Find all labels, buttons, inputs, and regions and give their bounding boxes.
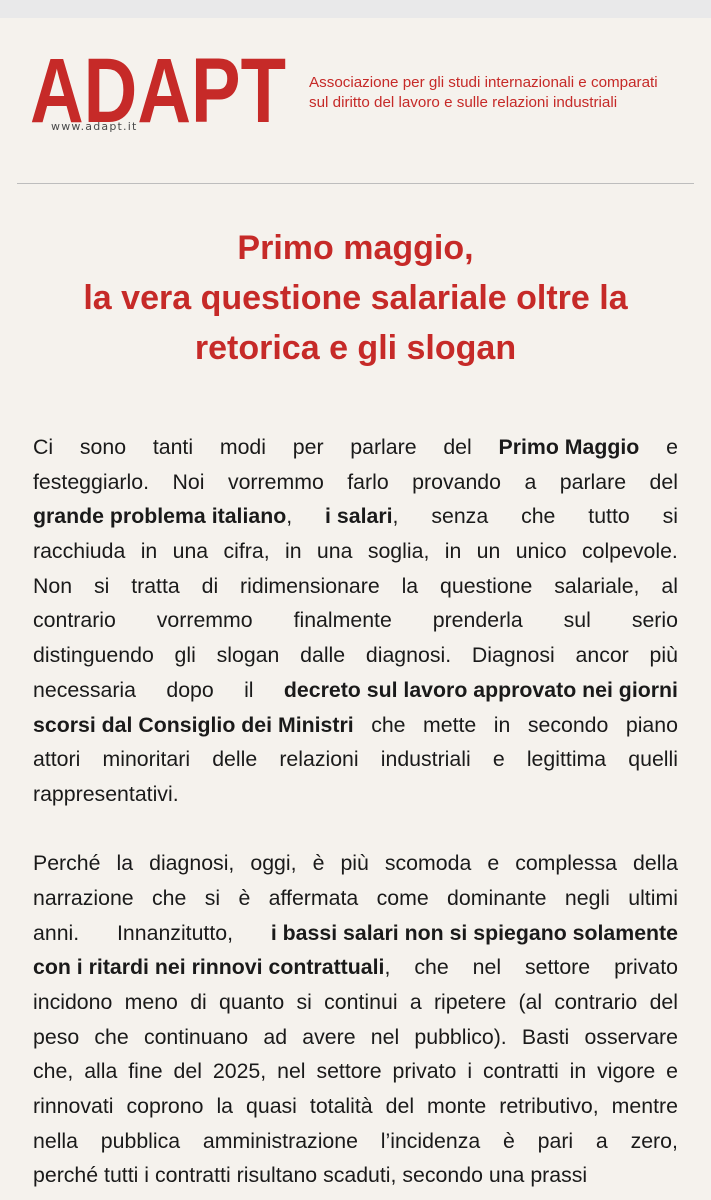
word: nel — [472, 955, 502, 980]
word: in — [140, 539, 158, 564]
word: settore — [316, 1059, 382, 1084]
bold-text: i salari — [325, 504, 393, 529]
word: vorremmo — [156, 608, 253, 633]
word: mette — [423, 712, 477, 737]
text-line — [33, 708, 678, 743]
word: nel — [277, 1059, 306, 1084]
word: delle — [212, 747, 258, 772]
text-line — [33, 673, 678, 708]
bold-text: con i ritardi nei rinnovi contrattuali — [33, 955, 385, 980]
word: legittima — [526, 747, 607, 772]
word: monte — [427, 1094, 487, 1119]
word: del — [649, 469, 678, 494]
word: secondo — [527, 712, 609, 737]
word: e — [666, 435, 678, 459]
word: farlo — [347, 469, 389, 494]
word: più — [649, 643, 678, 668]
word: i salari, — [325, 504, 399, 529]
word: la — [216, 1094, 234, 1119]
word: Perché — [33, 851, 101, 876]
text-line — [33, 1089, 678, 1124]
word: del — [649, 990, 678, 1014]
word: Diagnosi — [471, 643, 555, 668]
word: mentre — [611, 1094, 678, 1119]
word: i — [467, 1059, 473, 1084]
title-line: retorica e gli slogan — [194, 329, 517, 367]
word — [284, 673, 678, 708]
word: e — [487, 851, 500, 876]
word: oggi, — [250, 851, 297, 876]
word: continui — [324, 990, 398, 1014]
word — [33, 708, 354, 743]
word: un — [476, 539, 501, 564]
text-line — [33, 1054, 678, 1089]
word: che — [371, 712, 406, 737]
word: è — [312, 851, 325, 876]
word: in — [493, 712, 511, 737]
word: che — [94, 1024, 129, 1049]
text-line — [33, 1020, 678, 1055]
word: attori — [33, 747, 81, 772]
word: totalità — [309, 1094, 373, 1119]
logo-wordmark: ADAPT — [30, 52, 286, 134]
word: e — [492, 747, 505, 772]
word: parlare — [350, 435, 417, 459]
word: prenderla — [432, 608, 523, 633]
word: vorremmo — [227, 469, 324, 494]
word: il — [244, 677, 254, 702]
word: distinguendo — [33, 643, 154, 668]
word: colpevole. — [581, 539, 678, 564]
word: contratti — [154, 1163, 231, 1188]
word: secondo — [402, 1163, 483, 1188]
word: dalle — [300, 643, 346, 668]
word: la — [116, 851, 134, 876]
word: una — [172, 539, 209, 564]
word: Innanzitutto, — [117, 920, 234, 945]
word: finalmente — [293, 608, 392, 633]
word: dominante — [447, 885, 547, 910]
word: Ci — [33, 435, 54, 459]
word: scomoda — [384, 851, 472, 876]
header-tagline — [309, 73, 699, 113]
article-body — [33, 430, 678, 1200]
text-line — [33, 777, 678, 812]
text-line — [33, 534, 678, 569]
word: privato — [392, 1059, 457, 1084]
word: del — [385, 1094, 415, 1119]
text-line — [33, 950, 678, 985]
word: di — [190, 990, 207, 1014]
word: contratti — [482, 1059, 559, 1084]
word: ad — [263, 1024, 288, 1049]
word: diagnosi. — [365, 643, 452, 668]
word: si — [93, 573, 110, 598]
word: a — [595, 1128, 608, 1153]
word: Basti — [521, 1024, 570, 1049]
word: con i ritardi nei rinnovi contrattuali, — [33, 955, 391, 980]
word: come — [376, 885, 429, 910]
word: provando — [412, 469, 501, 494]
word: ripetere — [433, 990, 507, 1014]
text-line — [33, 742, 678, 777]
word: unico — [515, 539, 567, 564]
word: quelli — [628, 747, 678, 772]
word: prassi — [530, 1163, 588, 1188]
bold-text: scorsi dal Consiglio dei Ministri — [33, 712, 354, 737]
word: tutto — [588, 504, 630, 529]
word: dopo — [166, 677, 214, 702]
tagline-line: sul diritto del lavoro e sulle relazioni industriali — [309, 94, 618, 111]
word: una — [488, 1163, 525, 1188]
text-line — [33, 1124, 678, 1159]
word: rappresentativi. — [33, 781, 179, 806]
text-line — [33, 985, 678, 1020]
word: festeggiarlo. — [33, 469, 150, 494]
text-line — [33, 1158, 678, 1193]
bold-text: grande problema italiano — [33, 504, 287, 529]
word: settore — [525, 955, 591, 980]
word: diagnosi, — [149, 851, 235, 876]
article-title — [20, 223, 691, 373]
word: vigore — [597, 1059, 656, 1084]
title-line: la vera questione salariale oltre la — [83, 279, 628, 317]
word: tutti — [104, 1163, 139, 1188]
word: salariale, — [554, 573, 640, 598]
email-card — [0, 18, 711, 1200]
word: osservare — [584, 1024, 678, 1049]
word: industriali — [380, 747, 471, 772]
word: meno — [124, 990, 178, 1014]
word: avere — [302, 1024, 356, 1049]
text-line — [33, 430, 678, 465]
word: quanto — [219, 990, 285, 1014]
article-paragraph — [33, 430, 678, 812]
word: tanti — [152, 435, 194, 459]
word: al — [661, 573, 678, 598]
text-line — [33, 569, 678, 604]
word: retributivo, — [499, 1094, 599, 1119]
word: in — [285, 539, 302, 564]
logo-url[interactable]: www.adapt.it — [51, 120, 138, 133]
word: nel — [370, 1024, 400, 1049]
word: cifra, — [223, 539, 270, 564]
word: una — [316, 539, 353, 564]
word: quasi — [246, 1094, 297, 1119]
word: parlare — [559, 469, 627, 494]
word: anni. — [33, 920, 80, 945]
text-line — [33, 881, 678, 916]
word: ridimensionare — [240, 573, 380, 598]
word: necessaria — [33, 677, 136, 702]
word — [499, 430, 640, 465]
word: (al — [518, 990, 543, 1014]
word: pubblica — [100, 1128, 181, 1153]
word: del — [443, 435, 472, 459]
word — [271, 916, 678, 951]
word: è — [502, 1128, 515, 1153]
text-line — [33, 916, 678, 951]
bold-text: decreto sul lavoro approvato nei giorni — [283, 677, 678, 702]
word: gli — [174, 643, 196, 668]
word: del — [173, 1059, 202, 1084]
word: per — [292, 435, 324, 459]
text-line — [33, 638, 678, 673]
title-line: Primo maggio, — [237, 229, 474, 267]
word: fine — [128, 1059, 163, 1084]
word: scaduti, — [323, 1163, 397, 1188]
text-line — [33, 603, 678, 638]
header-divider — [17, 183, 694, 184]
word: tratta — [131, 573, 180, 598]
word: piano — [625, 712, 678, 737]
word: Noi — [172, 469, 205, 494]
word: nella — [33, 1128, 78, 1153]
word: continuano — [143, 1024, 249, 1049]
word: si — [662, 504, 678, 529]
word: coprono — [126, 1094, 204, 1119]
word: e — [666, 1059, 678, 1084]
word: a — [409, 990, 422, 1014]
word: si — [204, 885, 221, 910]
word: senza — [431, 504, 489, 529]
word: complessa — [515, 851, 617, 876]
word: peso — [33, 1024, 80, 1049]
word: modi — [219, 435, 266, 459]
word: perché — [33, 1163, 99, 1188]
word: la — [401, 573, 419, 598]
word: amministrazione — [202, 1128, 358, 1153]
word: soglia, — [367, 539, 430, 564]
word: in — [444, 539, 462, 564]
word: di — [201, 573, 219, 598]
word: in — [569, 1059, 587, 1084]
text-line — [33, 846, 678, 881]
word: si — [296, 990, 312, 1014]
word: a — [524, 469, 537, 494]
word: contrario — [554, 990, 638, 1014]
word: l’incidenza — [380, 1128, 481, 1153]
word: risultano — [236, 1163, 318, 1188]
word: contrario — [33, 608, 116, 633]
word: 2025, — [212, 1059, 267, 1084]
word: della — [633, 851, 678, 876]
word: è — [238, 885, 251, 910]
bold-text: i bassi salari non si spiegano solamente — [270, 920, 678, 945]
word: i — [144, 1163, 150, 1188]
word: minoritari — [102, 747, 191, 772]
article-paragraph — [33, 846, 678, 1193]
word: che, — [33, 1059, 74, 1084]
word: sul — [563, 608, 591, 633]
word: slogan — [216, 643, 280, 668]
word: relazioni — [279, 747, 359, 772]
word: zero, — [630, 1128, 678, 1153]
word: narrazione — [33, 885, 134, 910]
word: incidono — [33, 990, 113, 1014]
word: serio — [631, 608, 678, 633]
word: privato — [614, 955, 678, 980]
word: Non — [33, 573, 73, 598]
word: alla — [84, 1059, 118, 1084]
word: ancor — [575, 643, 629, 668]
word: pubblico). — [414, 1024, 507, 1049]
text-line — [33, 465, 678, 500]
tagline-line: Associazione per gli studi internazionali e comparati — [309, 74, 658, 91]
word: questione — [440, 573, 533, 598]
word: sono — [79, 435, 127, 459]
word: che — [414, 955, 449, 980]
word: che — [152, 885, 187, 910]
word: affermata — [268, 885, 359, 910]
word: negli — [564, 885, 610, 910]
word: ultimi — [628, 885, 678, 910]
word: racchiuda — [33, 539, 126, 564]
word: grande problema italiano, — [33, 504, 293, 529]
word: più — [340, 851, 369, 876]
bold-text: Primo Maggio — [498, 435, 640, 459]
newsletter-header — [0, 18, 711, 183]
word: pari — [537, 1128, 574, 1153]
word: che — [521, 504, 556, 529]
text-line — [33, 499, 678, 534]
word: rinnovati — [33, 1094, 114, 1119]
